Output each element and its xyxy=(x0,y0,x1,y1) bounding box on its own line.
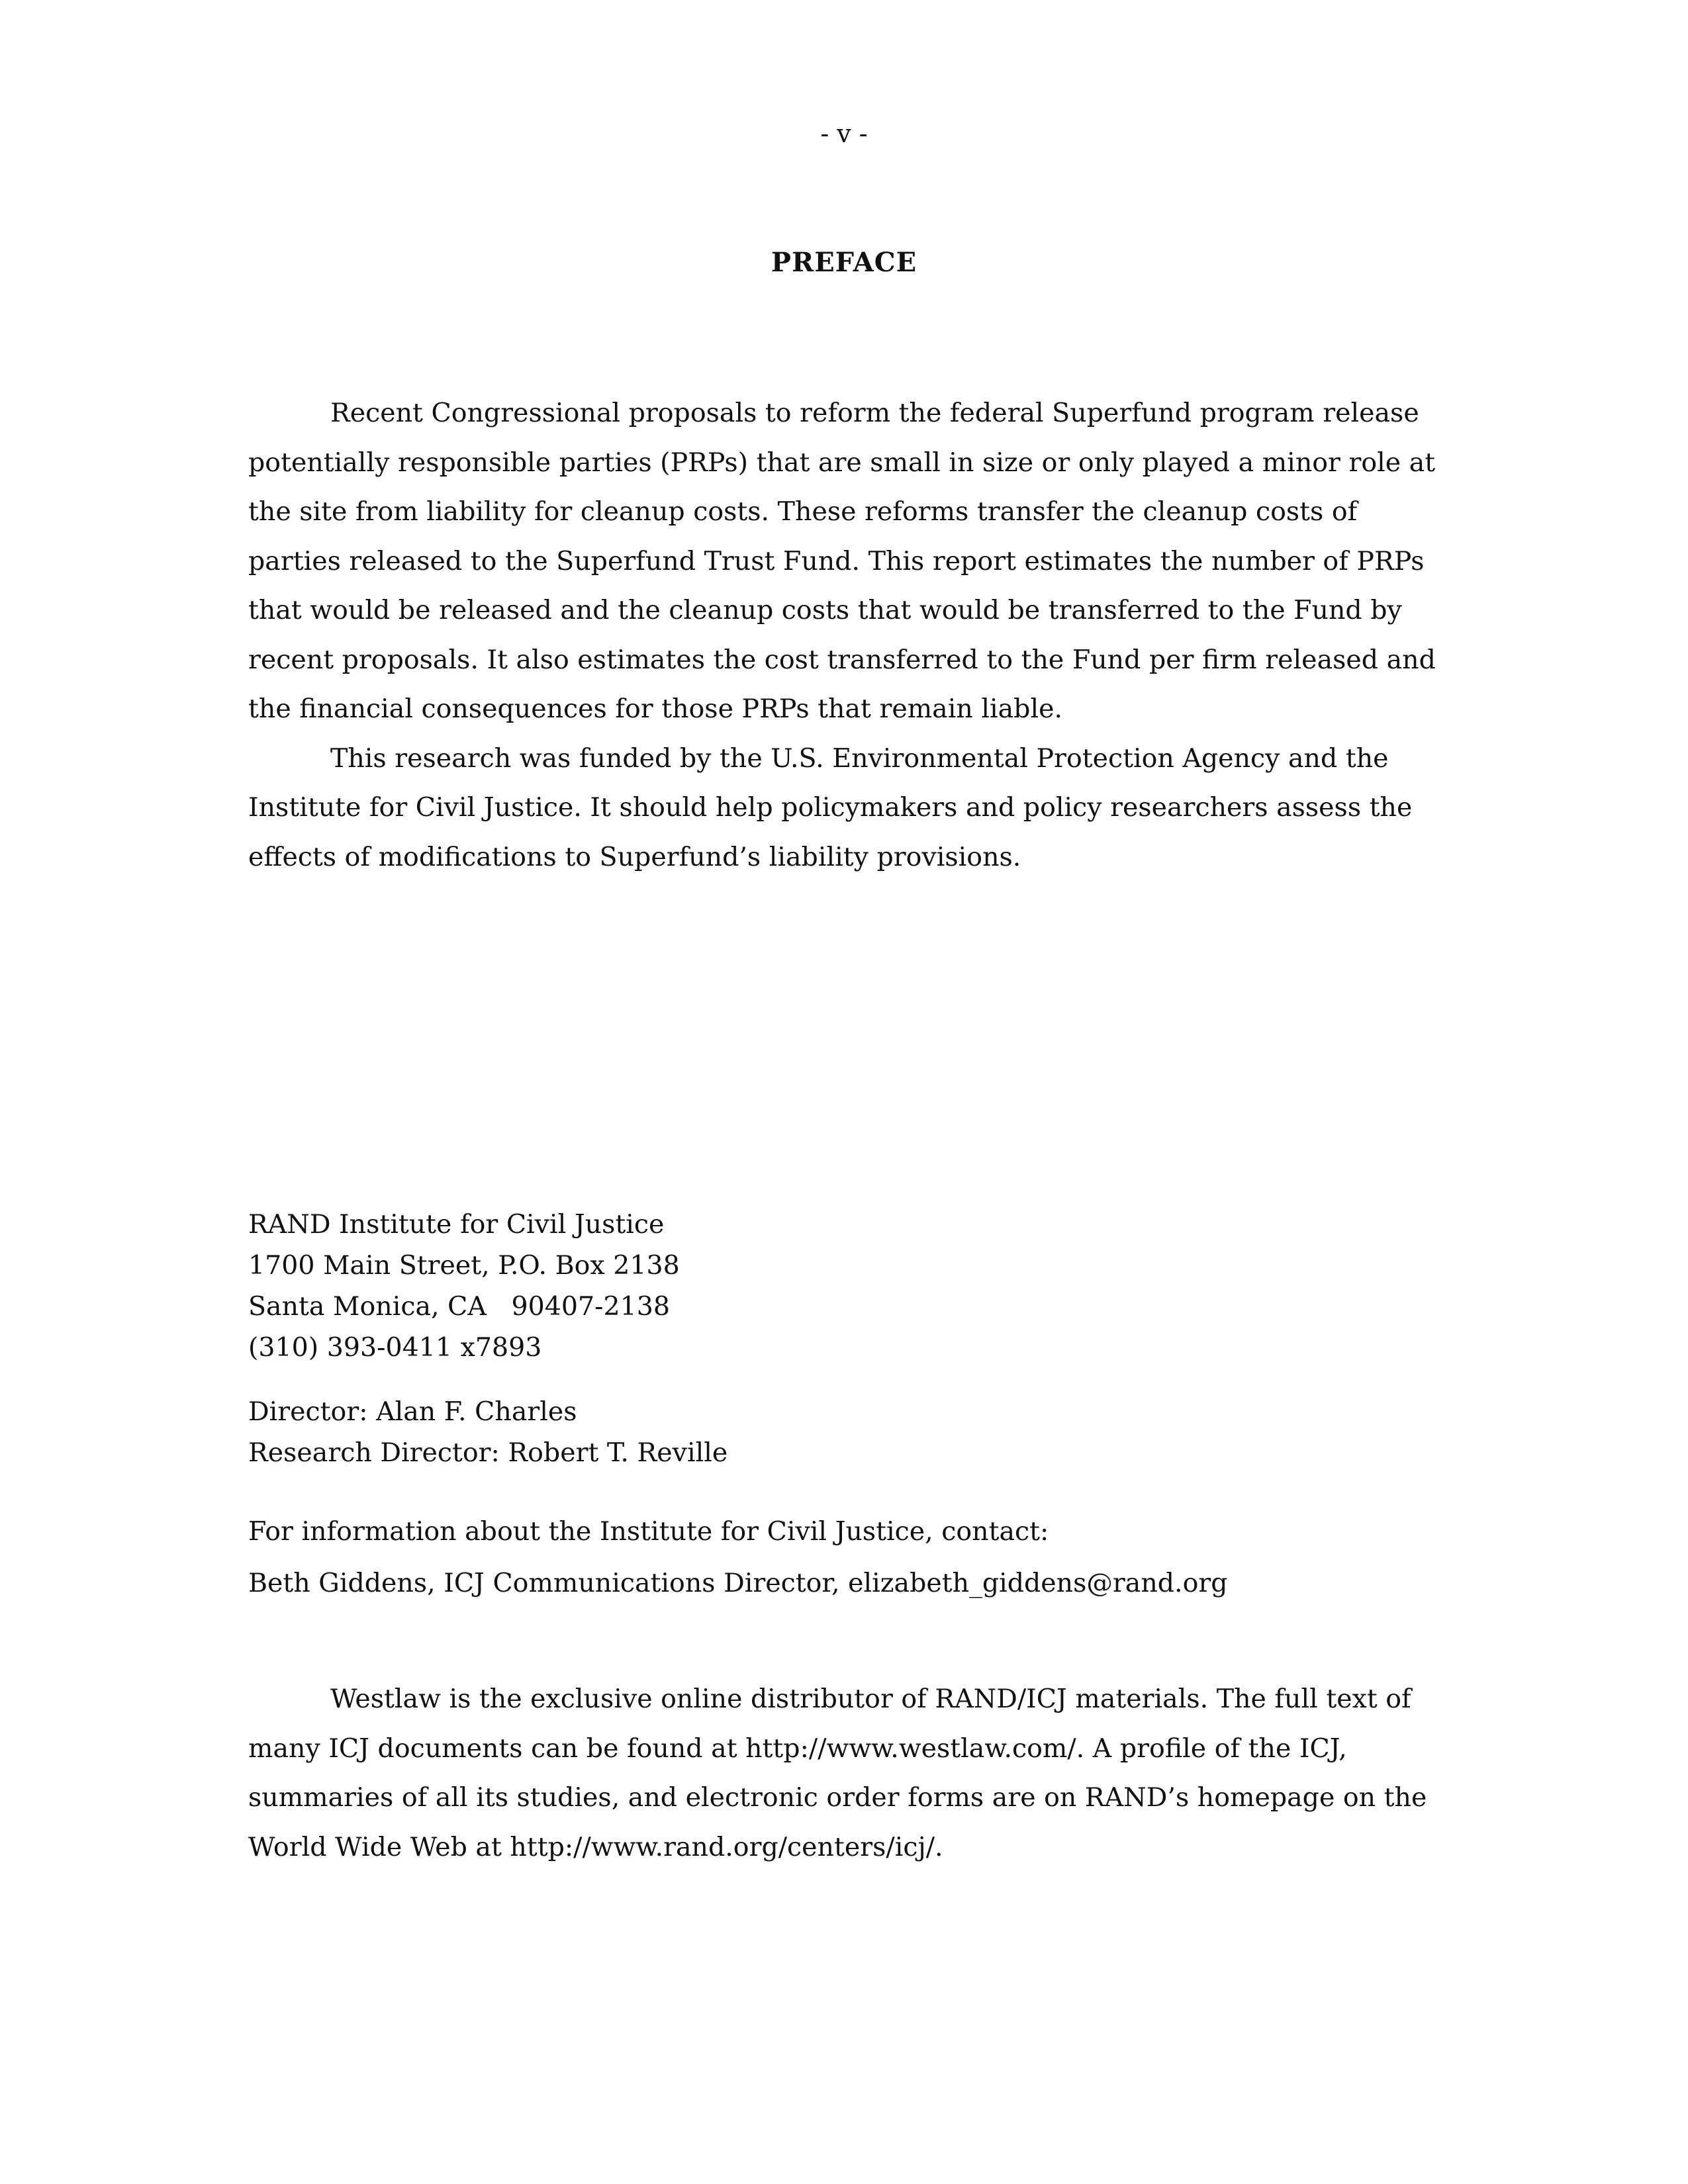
preface-paragraph-1: Recent Congressional proposals to reform the federal Superfund program release potentially responsible parties (PRPs) that are small in size or only played a minor role at the site from liability for cleanup costs. These reforms transfer the cleanup costs of parties released to the Superfund Trust Fund. This report estimates the number of PRPs that would be released and the cleanup costs that would be transferred to the Fund by recent proposals. It also estimates the cost transferred to the Fund per firm released and the financial consequences for those PRPs that remain liable. xyxy=(248,398,1436,724)
address-street: 1700 Main Street, P.O. Box 2138 xyxy=(248,1250,680,1281)
director-line: Director: Alan F. Charles xyxy=(248,1396,577,1427)
contact-info-block xyxy=(248,1506,1453,1609)
address-city: Santa Monica, CA 90407-2138 xyxy=(248,1291,671,1322)
page-number: - v - xyxy=(820,119,868,148)
page-title: PREFACE xyxy=(771,247,917,278)
contact-person-line: Beth Giddens, ICJ Communications Director, elizabeth_giddens@rand.org xyxy=(248,1568,1228,1598)
westlaw-body xyxy=(248,1674,1453,1872)
westlaw-paragraph: Westlaw is the exclusive online distributor of RAND/ICJ materials. The full text of many ICJ documents can be found at http://www.westlaw.com/. A profile of the ICJ, summaries of all its studies, and electronic order forms are on RAND’s homepage on the World Wide Web at http://www.rand.org/centers/icj/. xyxy=(248,1684,1427,1862)
contact-info-line: For information about the Institute for Civil Justice, contact: xyxy=(248,1516,1049,1547)
directors-block xyxy=(248,1391,1453,1473)
address-block xyxy=(248,1204,1453,1368)
address-org: RAND Institute for Civil Justice xyxy=(248,1209,665,1240)
preface-paragraph-2: This research was funded by the U.S. Environmental Protection Agency and the Institute for Civil Justice. It should help policymakers and policy researchers assess the effects of modifications to Superfund’s liability provisions. xyxy=(248,743,1413,872)
research-director-line: Research Director: Robert T. Reville xyxy=(248,1437,728,1468)
address-phone: (310) 393-0411 x7893 xyxy=(248,1332,542,1363)
preface-body xyxy=(248,388,1453,882)
